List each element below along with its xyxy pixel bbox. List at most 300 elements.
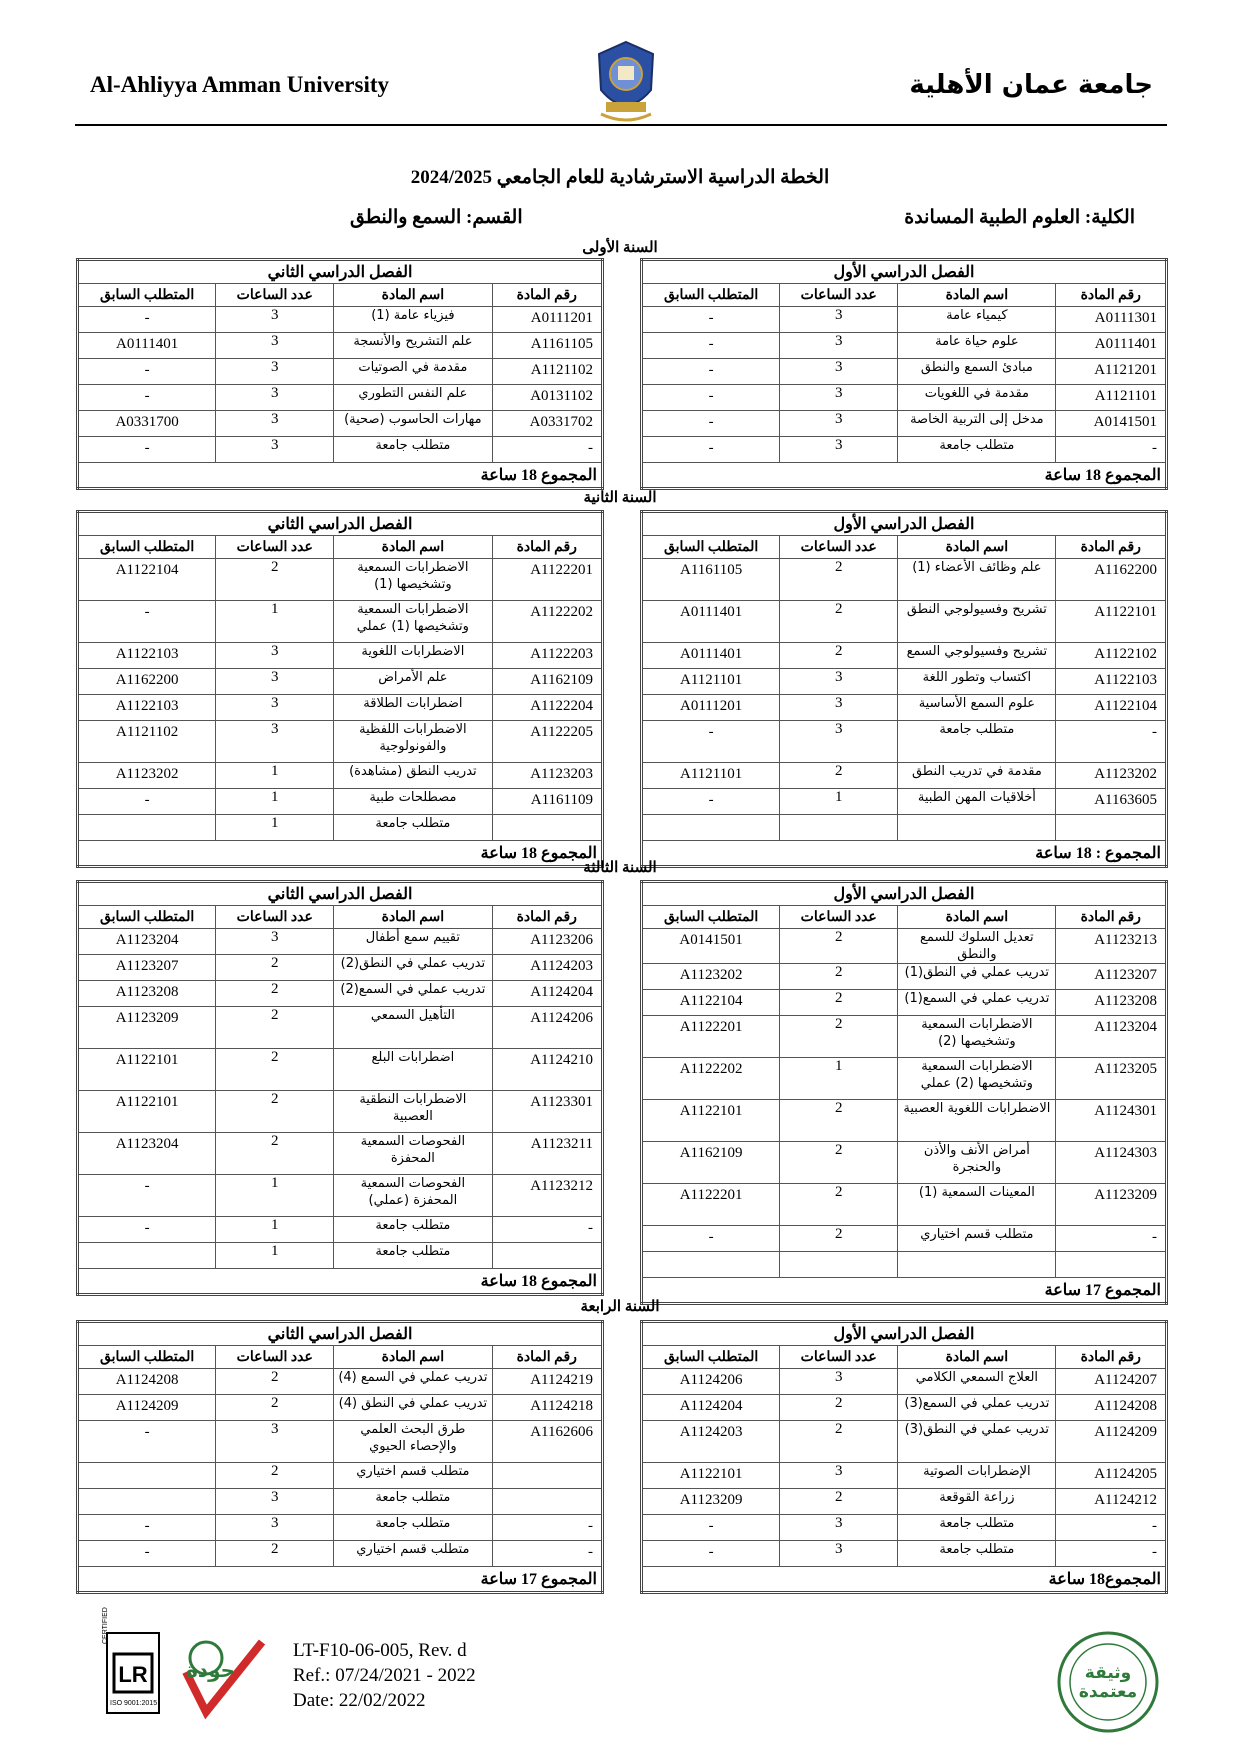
cell-prereq: - (78, 601, 216, 643)
cell-hours: 2 (216, 1007, 334, 1049)
cell-code: A1124210 (492, 1049, 603, 1091)
cell-code: - (1056, 1515, 1167, 1541)
cell-hours: 2 (216, 1133, 334, 1175)
cell-prereq: A1122104 (642, 990, 780, 1016)
table-row (78, 559, 603, 601)
semester-table-first (640, 880, 1168, 1305)
table-row (642, 1100, 1167, 1142)
table-row (78, 333, 603, 359)
header-divider (75, 124, 1167, 126)
column-header-name: اسم المادة (898, 906, 1056, 929)
cell-hours: 1 (216, 1217, 334, 1243)
column-header-name: اسم المادة (898, 284, 1056, 307)
table-row (78, 929, 603, 955)
table-row (642, 669, 1167, 695)
cell-code: A1162200 (1056, 559, 1167, 601)
semester-title-row (642, 512, 1167, 536)
table-row (78, 411, 603, 437)
cell-hours: 1 (216, 815, 334, 841)
cell-prereq: A1122202 (642, 1058, 780, 1100)
stamp-label: وثيقة معتمدة (1078, 1663, 1138, 1702)
semester-title-row (642, 1322, 1167, 1346)
cell-hours: 2 (780, 964, 898, 990)
cell-code: A1123212 (492, 1175, 603, 1217)
cell-prereq: A1162109 (642, 1142, 780, 1184)
cell-name: الاضطرابات السمعية وتشخيصها (2) (898, 1016, 1056, 1058)
table-row (642, 1515, 1167, 1541)
table-row (642, 1184, 1167, 1226)
cell-name: تدريب عملي في السمع(2) (334, 981, 492, 1007)
cell-prereq: - (642, 721, 780, 763)
cell-name: الفحوصات السمعية المحفزة (عملي) (334, 1175, 492, 1217)
cell-code: A1122101 (1056, 601, 1167, 643)
table-row (642, 359, 1167, 385)
cell-name: المعينات السمعية (1) (898, 1184, 1056, 1226)
column-header-row (642, 536, 1167, 559)
cell-prereq: - (642, 385, 780, 411)
cell-hours: 2 (780, 1489, 898, 1515)
cell-prereq: A0111401 (78, 333, 216, 359)
cell-code: A1123208 (1056, 990, 1167, 1016)
table-row (642, 964, 1167, 990)
cell-code: - (492, 437, 603, 463)
cell-name: تدريب عملي في النطق(2) (334, 955, 492, 981)
department-label: القسم: السمع والنطق (350, 207, 523, 228)
table-row (78, 601, 603, 643)
cell-code: A1123211 (492, 1133, 603, 1175)
year-label: السنة الثانية (583, 490, 657, 506)
cell-code: A1122104 (1056, 695, 1167, 721)
cell-name: علم وظائف الأعضاء (1) (898, 559, 1056, 601)
cell-prereq: A1123204 (78, 1133, 216, 1175)
cell-name: تشريح وفسيولوجي النطق (898, 601, 1056, 643)
cell-hours: 3 (780, 359, 898, 385)
column-header-prereq: المتطلب السابق (78, 1346, 216, 1369)
cell-name: اكتساب وتطور اللغة (898, 669, 1056, 695)
table-row (78, 1421, 603, 1463)
table-row (78, 1175, 603, 1217)
cell-hours: 2 (216, 559, 334, 601)
cell-hours: 3 (780, 721, 898, 763)
cell-name: تدريب عملي في النطق (4) (334, 1395, 492, 1421)
cell-hours: 3 (216, 359, 334, 385)
cell-code: A1124208 (1056, 1395, 1167, 1421)
reference: Ref.: 07/24/2021 - 2022 (293, 1665, 476, 1686)
table-row (642, 1369, 1167, 1395)
cell-code: - (1056, 1226, 1167, 1252)
table-row (78, 789, 603, 815)
cell-code: A1124219 (492, 1369, 603, 1395)
cell-name: علوم السمع الأساسية (898, 695, 1056, 721)
cell-name: مقدمة في اللغويات (898, 385, 1056, 411)
cell-hours: 3 (780, 669, 898, 695)
cell-name: تدريب عملي في النطق(1) (898, 964, 1056, 990)
cell-prereq (78, 1243, 216, 1269)
column-header-prereq: المتطلب السابق (642, 1346, 780, 1369)
year-label: السنة الرابعة (580, 1299, 660, 1315)
cell-hours: 2 (780, 1395, 898, 1421)
cell-name: الاضطرابات السمعية وتشخيصها (2) عملي (898, 1058, 1056, 1100)
cell-code (492, 1463, 603, 1489)
cell-code (1056, 815, 1167, 841)
column-header-row (642, 906, 1167, 929)
cell-hours: 3 (216, 669, 334, 695)
cell-hours: 3 (780, 437, 898, 463)
cell-prereq (78, 1463, 216, 1489)
column-header-code: رقم المادة (492, 284, 603, 307)
cell-hours: 1 (216, 1243, 334, 1269)
table-row (78, 1541, 603, 1567)
cell-name: متطلب جامعة (334, 437, 492, 463)
cell-code (1056, 1252, 1167, 1278)
cell-prereq: A1122201 (642, 1184, 780, 1226)
document-reference (293, 1638, 476, 1713)
cell-code: - (492, 1515, 603, 1541)
semester-title: الفصل الدراسي الأول (642, 512, 1167, 536)
cell-prereq: A1123209 (642, 1489, 780, 1515)
cell-code: A1124204 (492, 981, 603, 1007)
cell-name: متطلب جامعة (898, 1541, 1056, 1567)
semester-title: الفصل الدراسي الثاني (78, 882, 603, 906)
cell-hours: 3 (216, 307, 334, 333)
table-row (78, 1515, 603, 1541)
cell-code: A0111401 (1056, 333, 1167, 359)
cell-hours: 3 (780, 307, 898, 333)
cell-name: الفحوصات السمعية المحفزة (334, 1133, 492, 1175)
cell-code: A1121102 (492, 359, 603, 385)
cell-hours: 2 (780, 1226, 898, 1252)
cell-prereq: - (78, 359, 216, 385)
cell-prereq: - (78, 1421, 216, 1463)
cell-code: A1124303 (1056, 1142, 1167, 1184)
approved-document-stamp (1056, 1630, 1160, 1734)
cell-name: علم النفس التطوري (334, 385, 492, 411)
faculty-label: الكلية: العلوم الطبية المساندة (904, 207, 1135, 228)
cell-hours (780, 1252, 898, 1278)
cell-hours: 3 (780, 1541, 898, 1567)
column-header-prereq: المتطلب السابق (78, 284, 216, 307)
cell-prereq: - (642, 333, 780, 359)
cell-code: A0141501 (1056, 411, 1167, 437)
cell-code: A1122102 (1056, 643, 1167, 669)
cell-prereq: - (78, 1175, 216, 1217)
table-row (642, 763, 1167, 789)
cell-hours: 2 (780, 643, 898, 669)
table-row (642, 1142, 1167, 1184)
semester-table-first (640, 510, 1168, 868)
column-header-hours: عدد الساعات (216, 536, 334, 559)
cell-hours: 2 (780, 990, 898, 1016)
svg-text:LR: LR (118, 1662, 148, 1687)
cell-code: A1123213 (1056, 929, 1167, 964)
table-row (642, 1489, 1167, 1515)
cell-prereq: A1124204 (642, 1395, 780, 1421)
semester-title-row (78, 512, 603, 536)
cell-code (492, 815, 603, 841)
cell-name: أمراض الأنف والأذن والحنجرة (898, 1142, 1056, 1184)
cell-hours: 3 (780, 411, 898, 437)
cell-hours: 3 (780, 1369, 898, 1395)
column-header-hours: عدد الساعات (780, 536, 898, 559)
cell-hours: 1 (216, 1175, 334, 1217)
semester-title: الفصل الدراسي الثاني (78, 1322, 603, 1346)
table-row (78, 1395, 603, 1421)
cell-name: متطلب جامعة (334, 815, 492, 841)
cell-hours: 3 (216, 385, 334, 411)
university-name-ar: جامعة عمان الأهلية (909, 70, 1153, 100)
column-header-prereq: المتطلب السابق (642, 536, 780, 559)
table-row (78, 385, 603, 411)
cell-hours: 2 (780, 1016, 898, 1058)
cell-prereq: A1162200 (78, 669, 216, 695)
cell-name: فيزياء عامة (1) (334, 307, 492, 333)
cell-prereq: - (78, 789, 216, 815)
cell-name: اضطرابات البلع (334, 1049, 492, 1091)
cell-name: متطلب جامعة (334, 1217, 492, 1243)
semester-title-row (642, 882, 1167, 906)
table-row (642, 1058, 1167, 1100)
cell-name (898, 1252, 1056, 1278)
table-row (78, 955, 603, 981)
cell-name: تدريب عملي في السمع(3) (898, 1395, 1056, 1421)
cell-prereq: - (78, 1515, 216, 1541)
semester-title: الفصل الدراسي الأول (642, 260, 1167, 284)
cell-hours: 1 (780, 789, 898, 815)
cell-hours: 3 (780, 1515, 898, 1541)
cell-code: - (492, 1541, 603, 1567)
cell-name: متطلب قسم اختياري (898, 1226, 1056, 1252)
document-date: Date: 22/02/2022 (293, 1690, 426, 1711)
cell-prereq: A0111201 (642, 695, 780, 721)
cell-hours: 1 (216, 789, 334, 815)
semester-title: الفصل الدراسي الأول (642, 1322, 1167, 1346)
cell-prereq: - (642, 1226, 780, 1252)
cell-prereq: A1123202 (78, 763, 216, 789)
cell-code: A1122203 (492, 643, 603, 669)
total-row (642, 1567, 1167, 1593)
table-row (78, 1049, 603, 1091)
column-header-hours: عدد الساعات (216, 1346, 334, 1369)
cell-prereq: - (642, 359, 780, 385)
cell-hours: 2 (216, 1395, 334, 1421)
cell-code: A1161105 (492, 333, 603, 359)
cell-prereq: - (78, 437, 216, 463)
cell-name: مصطلحات طبية (334, 789, 492, 815)
cell-hours: 2 (780, 559, 898, 601)
table-row (78, 815, 603, 841)
cell-hours: 2 (780, 1100, 898, 1142)
cell-prereq: A1121101 (642, 763, 780, 789)
table-row (78, 1489, 603, 1515)
cell-name: تقييم سمع أطفال (334, 929, 492, 955)
cell-hours: 2 (216, 981, 334, 1007)
column-header-hours: عدد الساعات (780, 284, 898, 307)
table-row (642, 411, 1167, 437)
table-row (642, 815, 1167, 841)
semester-table-first (640, 1320, 1168, 1594)
cell-name: الاضطرابات السمعية وتشخيصها (1) (334, 559, 492, 601)
semester-table-second (76, 510, 604, 868)
semester-table-second (76, 1320, 604, 1594)
cell-prereq: - (642, 411, 780, 437)
column-header-code: رقم المادة (1056, 536, 1167, 559)
semester-title-row (78, 260, 603, 284)
cell-prereq: A1123208 (78, 981, 216, 1007)
cell-code: A1123205 (1056, 1058, 1167, 1100)
column-header-name: اسم المادة (334, 906, 492, 929)
cell-prereq: A1122101 (78, 1049, 216, 1091)
cell-prereq: A1123209 (78, 1007, 216, 1049)
column-header-row (642, 284, 1167, 307)
cell-code: A1122103 (1056, 669, 1167, 695)
column-header-prereq: المتطلب السابق (642, 906, 780, 929)
column-header-name: اسم المادة (334, 536, 492, 559)
cell-prereq: A1124209 (78, 1395, 216, 1421)
semester-total: المجموع 18 ساعة (78, 841, 603, 867)
table-row (642, 1463, 1167, 1489)
semester-total: المجموع 17 ساعة (642, 1278, 1167, 1304)
table-row (642, 559, 1167, 601)
cell-prereq: - (642, 1541, 780, 1567)
cell-name: تشريح وفسيولوجي السمع (898, 643, 1056, 669)
cell-prereq: A1123207 (78, 955, 216, 981)
cell-hours: 1 (216, 763, 334, 789)
cell-code: A0331702 (492, 411, 603, 437)
cell-code: A1121201 (1056, 359, 1167, 385)
cell-code: A1124207 (1056, 1369, 1167, 1395)
cell-hours: 3 (216, 929, 334, 955)
semester-total: المجموع 18 ساعة (642, 463, 1167, 489)
cell-hours: 3 (216, 411, 334, 437)
cell-prereq: A1124208 (78, 1369, 216, 1395)
table-row (78, 359, 603, 385)
cell-code: - (1056, 437, 1167, 463)
column-header-prereq: المتطلب السابق (642, 284, 780, 307)
cell-code: A0111201 (492, 307, 603, 333)
column-header-hours: عدد الساعات (216, 284, 334, 307)
column-header-hours: عدد الساعات (216, 906, 334, 929)
cell-hours: 2 (780, 601, 898, 643)
semester-total: المجموع 18 ساعة (78, 1269, 603, 1295)
form-number: LT-F10-06-005, Rev. d (293, 1640, 467, 1661)
semester-title-row (78, 882, 603, 906)
table-row (642, 1226, 1167, 1252)
column-header-prereq: المتطلب السابق (78, 536, 216, 559)
table-row (642, 721, 1167, 763)
cell-name: متطلب قسم اختياري (334, 1463, 492, 1489)
cell-prereq (642, 1252, 780, 1278)
page-header (75, 40, 1165, 126)
cell-hours: 2 (780, 1142, 898, 1184)
cell-name: علم الأمراض (334, 669, 492, 695)
table-row (78, 307, 603, 333)
table-row (642, 333, 1167, 359)
cell-hours: 3 (216, 333, 334, 359)
column-header-name: اسم المادة (898, 536, 1056, 559)
column-header-hours: عدد الساعات (780, 1346, 898, 1369)
table-row (78, 437, 603, 463)
cell-name: اضطرابات الطلاقة (334, 695, 492, 721)
table-row (78, 981, 603, 1007)
cell-name: تدريب عملي في النطق(3) (898, 1421, 1056, 1463)
cell-code: - (1056, 1541, 1167, 1567)
semester-table-second (76, 258, 604, 490)
cell-hours: 2 (216, 1091, 334, 1133)
cell-name: زراعة القوقعة (898, 1489, 1056, 1515)
table-row (78, 1243, 603, 1269)
table-row (78, 669, 603, 695)
cell-code (492, 1489, 603, 1515)
cell-code: A1123206 (492, 929, 603, 955)
cell-hours: 2 (216, 1541, 334, 1567)
cell-hours: 3 (216, 1489, 334, 1515)
table-row (642, 695, 1167, 721)
column-header-code: رقم المادة (1056, 284, 1167, 307)
cell-prereq: A1122201 (642, 1016, 780, 1058)
cell-hours: 1 (216, 601, 334, 643)
cell-prereq: - (78, 307, 216, 333)
cell-name: مقدمة في الصوتيات (334, 359, 492, 385)
table-row (78, 763, 603, 789)
cell-prereq: A1123204 (78, 929, 216, 955)
cell-prereq: A1122103 (78, 643, 216, 669)
semester-table-second (76, 880, 604, 1296)
cell-code: A1123202 (1056, 763, 1167, 789)
cell-prereq: A1122101 (642, 1100, 780, 1142)
cell-prereq: A1122104 (78, 559, 216, 601)
cell-code: A1122205 (492, 721, 603, 763)
cell-code: A1162109 (492, 669, 603, 695)
cell-name: تدريب النطق (مشاهدة) (334, 763, 492, 789)
cell-prereq: A1122103 (78, 695, 216, 721)
cell-name: مهارات الحاسوب (صحية) (334, 411, 492, 437)
semester-total: المجموع 18 ساعة (78, 463, 603, 489)
table-row (642, 1252, 1167, 1278)
cell-prereq (78, 1489, 216, 1515)
table-row (642, 601, 1167, 643)
cell-name: مدخل إلى التربية الخاصة (898, 411, 1056, 437)
table-row (642, 437, 1167, 463)
cell-prereq: A1121101 (642, 669, 780, 695)
cell-name: التأهيل السمعي (334, 1007, 492, 1049)
cell-hours: 3 (216, 1515, 334, 1541)
cell-hours: 3 (216, 721, 334, 763)
table-row (78, 1463, 603, 1489)
cell-name: الإضطرابات الصوتية (898, 1463, 1056, 1489)
cell-prereq: - (642, 307, 780, 333)
cell-prereq (642, 815, 780, 841)
cell-name: متطلب جامعة (898, 437, 1056, 463)
table-row (78, 1133, 603, 1175)
iso-certification-logo (102, 1607, 160, 1714)
cell-code: A1122201 (492, 559, 603, 601)
total-row (78, 1269, 603, 1295)
cell-prereq: A1122101 (642, 1463, 780, 1489)
cell-hours: 2 (216, 1049, 334, 1091)
column-header-code: رقم المادة (492, 1346, 603, 1369)
cell-code: A0131102 (492, 385, 603, 411)
cell-code: A1124301 (1056, 1100, 1167, 1142)
cell-name: أخلاقيات المهن الطبية (898, 789, 1056, 815)
cell-name: متطلب جامعة (334, 1515, 492, 1541)
column-header-name: اسم المادة (334, 1346, 492, 1369)
cell-code: - (1056, 721, 1167, 763)
cell-prereq: A1124206 (642, 1369, 780, 1395)
cell-hours: 3 (216, 643, 334, 669)
semester-title-row (78, 1322, 603, 1346)
table-row (642, 990, 1167, 1016)
cell-name (898, 815, 1056, 841)
